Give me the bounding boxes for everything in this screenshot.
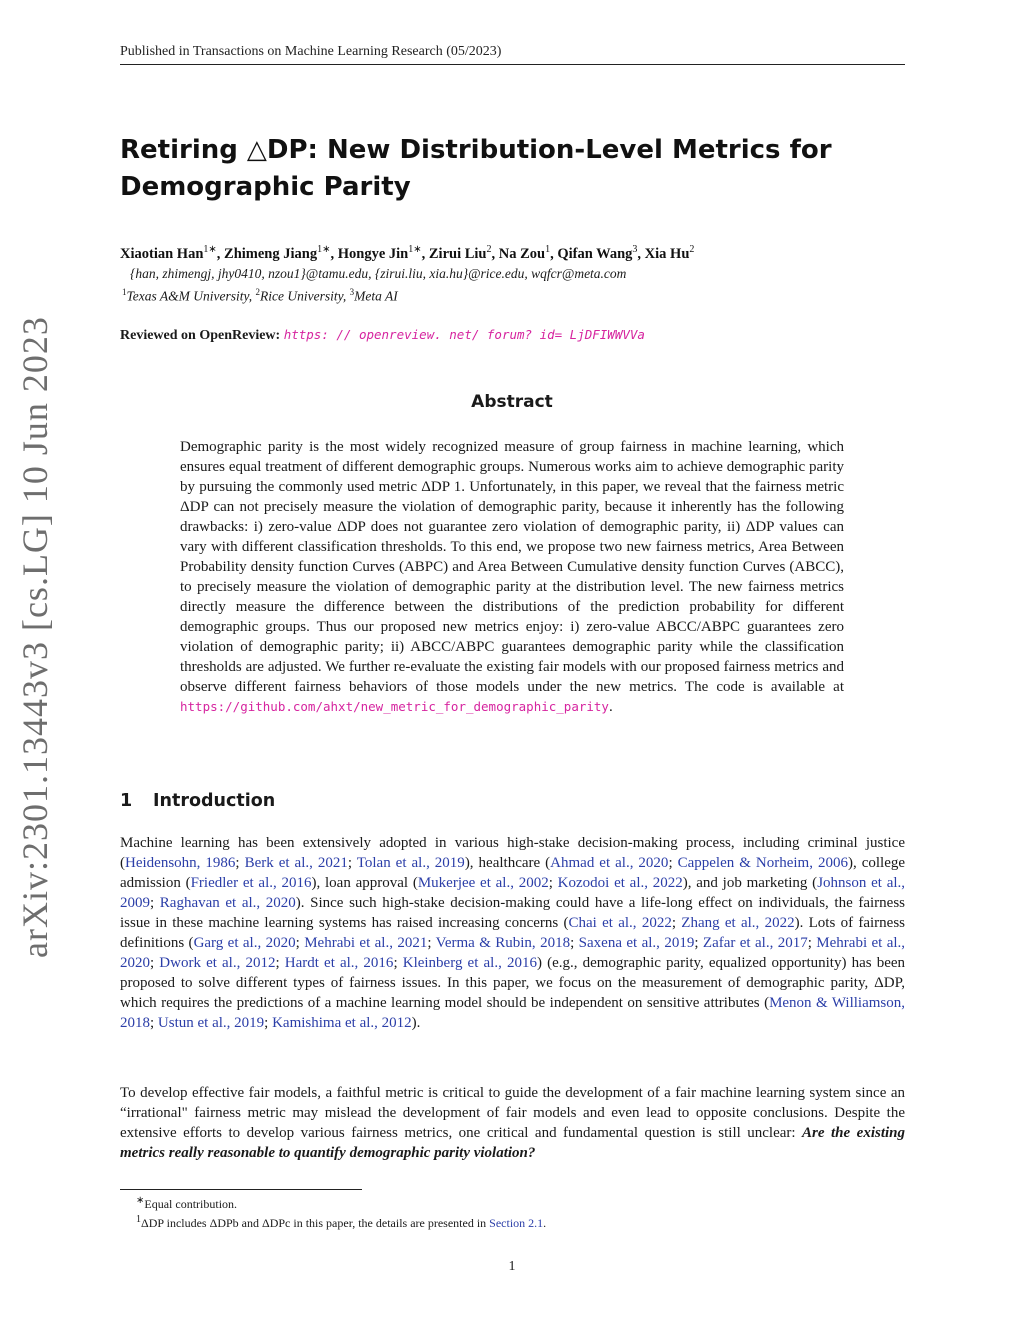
abstract-end: . xyxy=(608,699,613,715)
citation-link[interactable]: Mehrabi et al., 2021 xyxy=(304,935,428,951)
paragraph-text: ; xyxy=(668,855,678,871)
citation-link[interactable]: Mehrabi et al., 2020 xyxy=(120,935,906,971)
paragraph-text: ; xyxy=(295,935,305,951)
header-rule xyxy=(120,64,905,65)
author-mark: 1∗ xyxy=(317,244,331,255)
arxiv-stamp: arXiv:2301.13443v3 [cs.LG] 10 Jun 2023 xyxy=(15,316,55,958)
intro-paragraph-1 xyxy=(120,833,905,1033)
paragraph-text: ; xyxy=(671,915,682,931)
citation-link[interactable]: Raghavan et al., 2020 xyxy=(159,895,296,911)
paragraph-text: ; xyxy=(275,955,285,971)
paragraph-text: ; xyxy=(150,895,160,911)
citation-link[interactable]: Garg et al., 2020 xyxy=(193,935,296,951)
citation-link[interactable]: Chai et al., 2022 xyxy=(568,915,672,931)
footnote-mark: ∗ xyxy=(136,1195,145,1206)
title-line-2: Demographic Parity xyxy=(120,172,411,202)
footnote-equal xyxy=(136,1193,906,1212)
paragraph-text: ; xyxy=(427,935,436,951)
affiliations: $^1$Texas A&M University, $^2$Rice University, $^3$Meta AI xyxy=(122,287,398,304)
section-heading xyxy=(120,791,904,811)
review-line xyxy=(120,327,904,344)
citation-link[interactable]: Dwork et al., 2012 xyxy=(159,955,276,971)
author-emails: {han, zhimengj, jhy0410, nzou1}@tamu.edu, {zirui.liu, xia.hu}@rice.edu, wqfcr@meta.com xyxy=(130,266,627,281)
paragraph-text: ; xyxy=(694,935,703,951)
paragraph-text: ) (e.g., demographic parity, equalized opportunity) has been proposed to solve different types of fairness issues. In this paper, we focus on the measurement of demographic parity, ΔDP, which requires the predictions of a machine learning model should be independent on sensitive attributes ( xyxy=(120,955,906,1011)
author-mark: 1 xyxy=(545,244,551,255)
research-question: Are the existing metrics really reasonable to quantify demographic parity violation? xyxy=(120,1125,905,1161)
author-mark: 2 xyxy=(689,244,695,255)
paragraph-2-text: To develop effective fair models, a faithful metric is critical to guide the development of a fair machine learning system since an “irrational" fairness metric may mislead the development of fair models and even lead to opposite conclusions. Despite the extensive efforts to develop various fairness metrics, one critical and fundamental question is still unclear: xyxy=(120,1085,905,1141)
citation-link[interactable]: Tolan et al., 2019 xyxy=(356,855,465,871)
citation-link[interactable]: Kamishima et al., 2012 xyxy=(272,1015,412,1031)
paragraph-text: ), loan approval ( xyxy=(311,875,418,891)
review-label: Reviewed on OpenReview: xyxy=(120,328,281,343)
footnote-end: . xyxy=(543,1216,547,1230)
author-name: Hongye Jin xyxy=(337,245,409,262)
abstract-heading: Abstract xyxy=(471,392,553,412)
paragraph-text: ; xyxy=(150,955,160,971)
affiliation-name: Texas A&M University xyxy=(126,288,249,304)
paragraph-text: ; xyxy=(807,935,817,951)
citation-link[interactable]: Zhang et al., 2022 xyxy=(681,915,795,931)
section-link[interactable]: Section 2.1 xyxy=(489,1216,544,1230)
author-name: Zirui Liu xyxy=(428,245,487,262)
author-mark: 1∗ xyxy=(408,244,422,255)
footnote-rule xyxy=(120,1189,362,1190)
venue-header: Published in Transactions on Machine Learning Research (05/2023) xyxy=(120,44,502,59)
paragraph-text: ; xyxy=(235,855,245,871)
section-number: 1 xyxy=(120,791,133,811)
paragraph-text: ; xyxy=(548,875,558,891)
affiliation-mark: 1 xyxy=(122,287,127,297)
abstract-text: Demographic parity is the most widely recognized measure of group fairness in machine learning, which ensures equal treatment of different demographic groups. Numerous works aim to achieve demographic parity by pursuing the commonly used metric ΔDP 1. Unfortunately, in this paper, we reveal that the fairness metric ΔDP can not precisely measure the violation of demographic parity, because it inherently has the following drawbacks: i) zero-value ΔDP does not guarantee zero violation of demographic parity, ii) ΔDP values can vary with different classification thresholds. To this end, we propose two new fairness metrics, Area Between Probability density function Curves (ABPC) and Area Between Cumulative density function Curves (ABCC), to precisely measure the violation of demographic parity at the distribution level. The new fairness metrics directly measure the difference between the distributions of the prediction probability for different demographic groups. Thus our proposed new metrics enjoy: i) zero-value ABCC/ABPC guarantees zero violation of demographic parity; ii) ABCC/ABPC guarantees demographic parity while the classification thresholds are adjusted. We further re-evaluate the existing fair models with our proposed fairness metrics and observe different fairness behaviors of those models under the new metrics. The code is available at xyxy=(180,439,844,695)
citation-link[interactable]: Kozodoi et al., 2022 xyxy=(557,875,683,891)
author-mark: 1∗ xyxy=(203,244,217,255)
affiliation-name: Meta AI xyxy=(354,288,398,304)
paragraph-text: ; xyxy=(150,1015,158,1031)
paragraph-text: ). Since such high-stake decision-making could have a life-long effect on individuals, the fairness issue in these machine learning systems has raised increasing concerns ( xyxy=(120,895,905,931)
citation-link[interactable]: Zafar et al., 2017 xyxy=(702,935,808,951)
author-mark: 2 xyxy=(486,244,492,255)
paper-title xyxy=(120,132,904,206)
abstract-body xyxy=(180,437,844,717)
footnote-mark: 1 xyxy=(136,1214,141,1225)
author-name: Xia Hu xyxy=(644,245,690,262)
openreview-link[interactable]: https: // openreview. net/ forum? id= LjDFIWWVVa xyxy=(283,327,645,342)
title-line-1: Retiring △DP: New Distribution-Level Metrics for xyxy=(120,135,832,165)
citation-link[interactable]: Heidensohn, 1986 xyxy=(125,855,236,871)
citation-link[interactable]: Mukerjee et al., 2002 xyxy=(417,875,549,891)
paragraph-text: ; xyxy=(393,955,403,971)
paragraph-text: ), and job marketing ( xyxy=(682,875,818,891)
page-number: 1 xyxy=(508,1259,516,1274)
affiliation-name: Rice University xyxy=(260,288,343,304)
paragraph-text: ), college admission ( xyxy=(120,855,906,891)
citation-link[interactable]: Ahmad et al., 2020 xyxy=(550,855,669,871)
paragraph-text: ; xyxy=(347,855,357,871)
citation-link[interactable]: Verma & Rubin, 2018 xyxy=(435,935,571,951)
intro-paragraph-2 xyxy=(120,1083,905,1163)
paragraph-text: Machine learning has been extensively adopted in various high-stake decision-making process, including criminal justice ( xyxy=(120,835,905,871)
footnote-text: ΔDP includes ΔDPb and ΔDPc in this paper, the details are presented in xyxy=(141,1216,487,1230)
footnotes xyxy=(136,1193,906,1231)
paragraph-text: ), healthcare ( xyxy=(464,855,551,871)
author-mark: 3 xyxy=(632,244,638,255)
citation-link[interactable]: Hardt et al., 2016 xyxy=(284,955,394,971)
footnote-text: Equal contribution. xyxy=(144,1197,238,1211)
paragraph-text: ). Lots of fairness definitions ( xyxy=(120,915,905,951)
citation-link[interactable]: Johnson et al., 2009 xyxy=(120,875,906,911)
affiliation-mark: 2 xyxy=(255,287,260,297)
section-title: Introduction xyxy=(153,791,276,811)
paragraph-text: ). xyxy=(411,1015,421,1031)
author-name: Xiaotian Han xyxy=(120,245,204,262)
citation-link[interactable]: Menon & Williamson, 2018 xyxy=(120,995,905,1031)
code-link[interactable]: https://github.com/ahxt/new_metric_for_demographic_parity xyxy=(180,699,609,714)
author-list: Xiaotian Han$^{1∗}$, Zhimeng Jiang$^{1∗}$, Hongye Jin$^{1∗}$, Zirui Liu$^2$, Na Zou$^1$, Qifan Wang$^3$, Xia Hu$^2$ xyxy=(120,244,695,262)
author-name: Qifan Wang xyxy=(557,245,633,262)
author-name: Na Zou xyxy=(498,245,546,262)
citation-link[interactable]: Berk et al., 2021 xyxy=(244,855,348,871)
citation-link[interactable]: Friedler et al., 2016 xyxy=(190,875,312,891)
paragraph-text: ; xyxy=(570,935,579,951)
citation-link[interactable]: Cappelen & Norheim, 2006 xyxy=(677,855,848,871)
citation-link[interactable]: Kleinberg et al., 2016 xyxy=(402,955,537,971)
paragraph-text: ; xyxy=(264,1015,273,1031)
footnote-dp xyxy=(136,1212,906,1231)
affiliation-mark: 3 xyxy=(349,287,355,297)
citation-link[interactable]: Saxena et al., 2019 xyxy=(578,935,695,951)
author-name: Zhimeng Jiang xyxy=(224,245,318,262)
citation-link[interactable]: Ustun et al., 2019 xyxy=(157,1015,265,1031)
